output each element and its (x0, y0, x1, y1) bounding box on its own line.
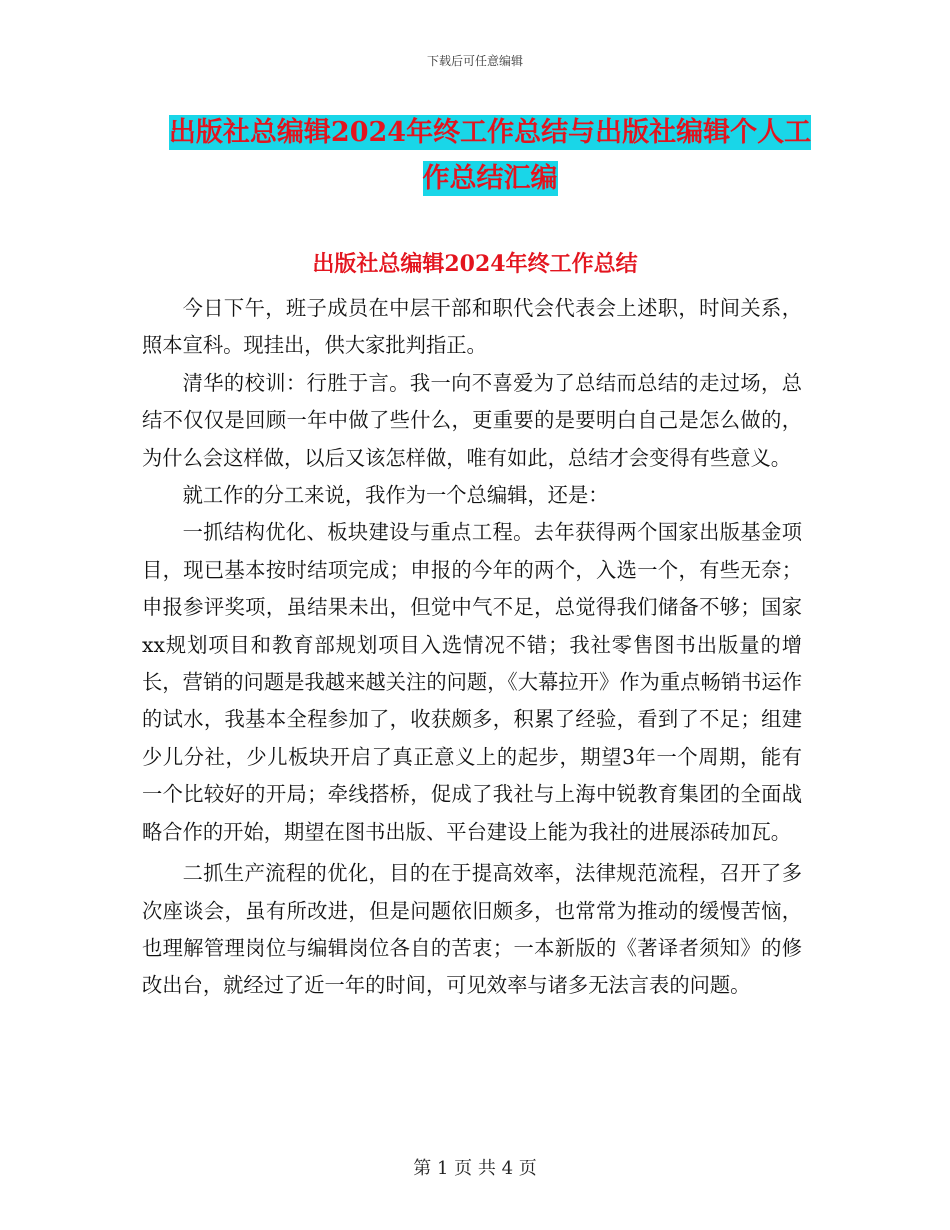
paragraph: 就工作的分工来说，我作为一个总编辑，还是： (182, 483, 609, 508)
footer-total-pages: 4 (501, 1158, 514, 1179)
footer-label-total: 共 (477, 1158, 496, 1179)
footer-label-unit: 页 (454, 1158, 473, 1179)
section-title: 出版社总编辑2024年终工作总结 (312, 251, 638, 277)
paragraph: 清华的校训：行胜于言。我一向不喜爱为了总结而总结的走过场，总结不仅仅是回顾一年中做了些什么，更重要的是要明白自己是怎么做的，为什么会这样做，以后又该怎样做，唯有如此，总结才会变得有些意义。 (142, 370, 802, 470)
paragraph: 今日下午，班子成员在中层干部和职代会代表会上述职，时间关系，照本宣科。现挂出，供大家批判指正。 (142, 296, 802, 358)
document-title-line2: 作总结汇编 (422, 163, 558, 194)
document-title (140, 110, 840, 202)
footer-label-page: 第 (413, 1158, 432, 1179)
document-title-line1: 出版社总编辑2024年终工作总结与出版社编辑个人工 (168, 117, 812, 148)
paragraph: 二抓生产流程的优化，目的在于提高效率，法律规范流程，召开了多次座谈会，虽有所改进，但是问题依旧颇多，也常常为推动的缓慢苦恼，也理解管理岗位与编辑岗位各自的苦衷；一本新版的《著译者须知》的修改出台，就经过了近一年的时间，可见效率与诸多无法言表的问题。 (142, 861, 802, 998)
body-text (142, 290, 802, 1005)
footer-current-page: 1 (436, 1158, 449, 1179)
page-footer (0, 1154, 950, 1180)
footer-label-unit2: 页 (518, 1158, 537, 1179)
paragraph: 一抓结构优化、板块建设与重点工程。去年获得两个国家出版基金项目，现已基本按时结项完成；申报的今年的两个，入选一个，有些无奈；申报参评奖项，虽结果未出，但觉中气不足，总觉得我们储备不够；国家xx规划项目和教育部规划项目入选情况不错；我社零售图书出版量的增长，营销的问题是我越来越关注的问题，《大幕拉开》作为重点畅销书运作的试水，我基本全程参加了，收获颇多，积累了经验，看到了不足；组建少儿分社，少儿板块开启了真正意义上的起步，期望3年一个周期，能有一个比较好的开局；牵线搭桥，促成了我社与上海中锐教育集团的全面战略合作的开始，期望在图书出版、平台建设上能为我社的进展添砖加瓦。 (142, 520, 802, 844)
page-header-note: 下载后可任意编辑 (426, 54, 523, 68)
